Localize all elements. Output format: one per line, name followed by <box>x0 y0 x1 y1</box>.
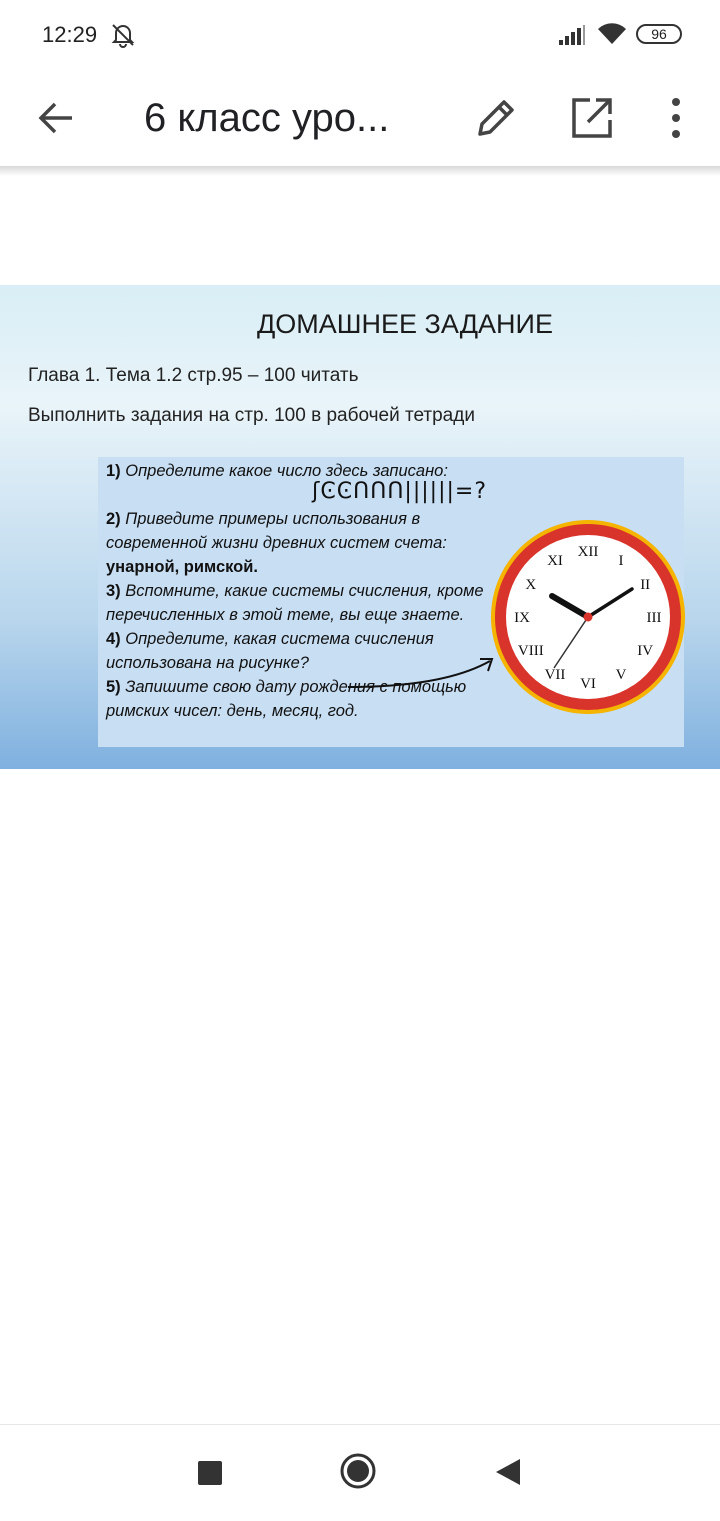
slide-image <box>0 285 720 769</box>
clock-numeral: VI <box>580 676 596 692</box>
clock-numeral: IX <box>514 610 530 626</box>
open-external-icon[interactable] <box>564 90 620 146</box>
document-title: 6 класс уро... <box>144 96 390 140</box>
task-2: 2) Приведите примеры использования в современной жизни древних систем счета: унарной, римской. <box>106 510 447 576</box>
clock-numeral: VIII <box>517 643 544 659</box>
slide-text-workbook: Выполнить задания на стр. 100 в рабочей тетради <box>28 405 475 426</box>
clock-numeral: IV <box>637 643 654 659</box>
task-4: 4) Определите, какая система счисления использована на рисунке? <box>106 630 434 672</box>
more-vert-icon[interactable] <box>656 90 696 146</box>
task-5: 5) Запишите свою дату рождения с помощью римских чисел: день, месяц, год. <box>106 678 467 720</box>
clock-numeral: III <box>646 610 662 626</box>
clock-numeral: XII <box>577 544 599 560</box>
signal-icon <box>558 24 586 46</box>
back-triangle-icon[interactable] <box>494 1457 522 1487</box>
app-bar <box>0 70 720 166</box>
battery-level: 96 <box>651 26 667 42</box>
clock-numeral: X <box>525 577 537 593</box>
clock-numeral: XI <box>547 552 563 569</box>
back-arrow-icon[interactable] <box>28 90 84 146</box>
app-bar-shadow <box>0 166 720 176</box>
arrow-icon <box>344 651 500 691</box>
egyptian-numerals: ʃϾϾՈՈՈ||||||=? <box>312 479 488 504</box>
status-time: 12:29 <box>42 22 98 47</box>
clock-numeral: II <box>640 577 651 593</box>
recents-square-icon[interactable] <box>198 1461 222 1485</box>
home-circle-icon[interactable] <box>340 1453 376 1489</box>
clock-icon <box>490 519 686 715</box>
clock-numeral: VII <box>544 667 566 684</box>
battery-icon <box>636 24 682 44</box>
navigation-bar <box>0 1424 720 1521</box>
clock-numeral: V <box>615 667 627 684</box>
pencil-icon[interactable] <box>468 90 524 146</box>
clock-numeral: I <box>618 552 624 569</box>
task-box <box>98 457 684 747</box>
status-bar <box>0 0 720 70</box>
task-3: 3) Вспомните, какие системы счисления, кроме перечисленных в этой теме, вы еще знаете. <box>106 582 484 624</box>
slide-text-chapter: Глава 1. Тема 1.2 стр.95 – 100 читать <box>28 365 359 386</box>
wifi-icon <box>597 22 627 46</box>
bell-off-icon <box>110 22 136 48</box>
task-2-bold: унарной, римской. <box>106 558 258 576</box>
slide-title: ДОМАШНЕЕ ЗАДАНИЕ <box>257 309 553 339</box>
task-1: 1) Определите какое число здесь записано: <box>106 462 448 480</box>
